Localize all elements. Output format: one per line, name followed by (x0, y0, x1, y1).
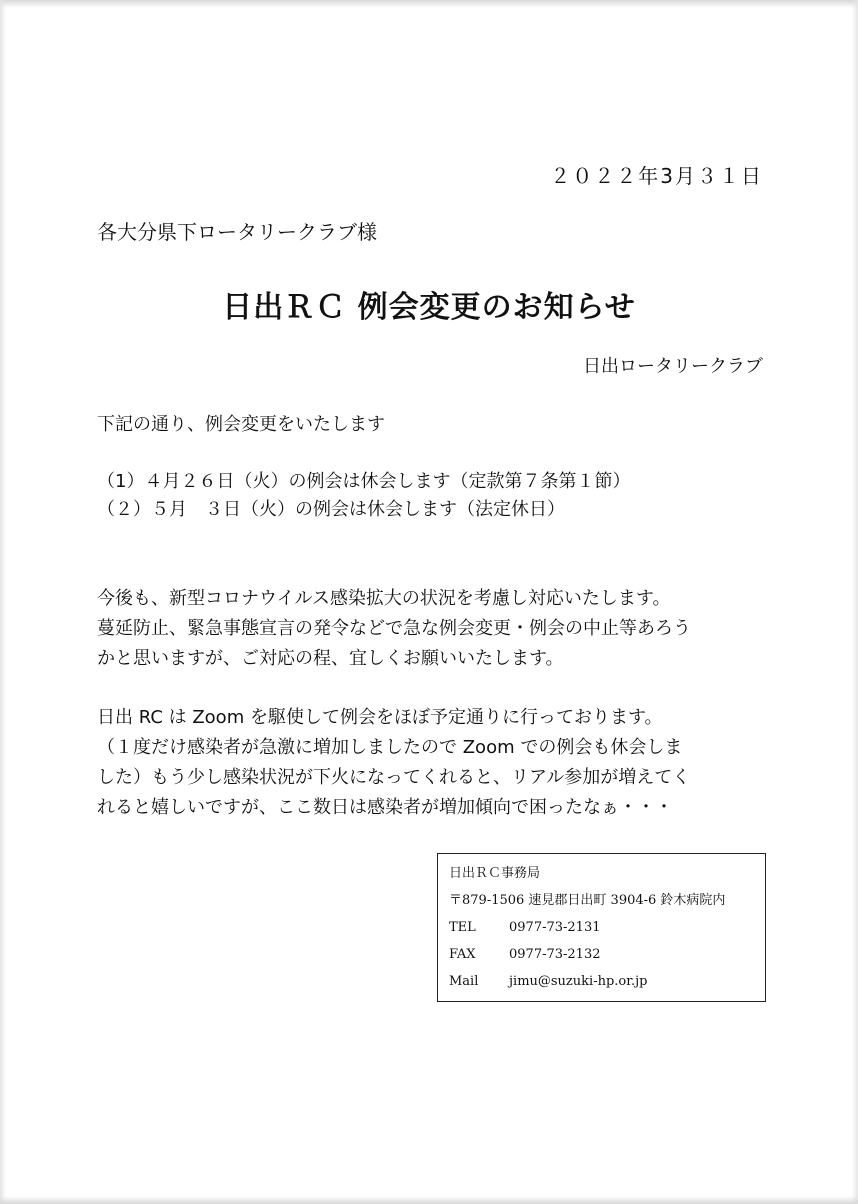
paragraph-line: した）もう少し感染状況が下火になってくれると、リアル参加が増えてく (97, 767, 691, 788)
tel-label: TEL (449, 920, 476, 935)
fax-number: 0977-73-2132 (509, 947, 601, 962)
document-date: ２０２２年3月３１日 (550, 164, 763, 188)
mail-address: jimu@suzuki-hp.or.jp (509, 974, 648, 989)
mail-label: Mail (449, 974, 479, 989)
document-title: 日出ＲＣ 例会変更のお知らせ (222, 290, 636, 325)
intro-text: 下記の通り、例会変更をいたします (97, 414, 385, 435)
paragraph-line: 蔓延防止、緊急事態宣言の発令などで急な例会変更・例会の中止等あろう (97, 618, 691, 639)
contact-info-box (437, 853, 766, 1002)
mail-row (449, 968, 765, 995)
paragraph-line: れると嬉しいですが、ここ数日は感染者が増加傾向で困ったなぁ・・・ (97, 797, 673, 818)
tel-row (449, 914, 765, 941)
recipient-line: 各大分県下ロータリークラブ様 (97, 220, 377, 244)
schedule-change-item: （1）４月２６日（火）の例会は休会します（定款第７条第１節） (97, 471, 631, 492)
paragraph-line: 日出 RC は Zoom を駆使して例会をほぼ予定通りに行っております。 (97, 707, 663, 728)
paragraph-line: （１度だけ感染者が急激に増加しましたので Zoom での例会も休会しま (97, 737, 683, 758)
fax-label: FAX (449, 947, 476, 962)
page-edge-right (852, 0, 858, 1204)
paragraph-line: かと思いますが、ご対応の程、宜しくお願いいたします。 (97, 648, 564, 669)
paragraph-line: 今後も、新型コロナウイルス感染拡大の状況を考慮し対応いたします。 (97, 588, 671, 609)
page-edge-top (0, 0, 858, 8)
page-edge-bottom (0, 1196, 858, 1204)
schedule-change-list (97, 468, 630, 524)
office-name: 日出ＲＣ事務局 (449, 866, 541, 881)
fax-row (449, 941, 765, 968)
notice-paragraph (97, 584, 691, 674)
page-edge-left (0, 0, 6, 1204)
sender-name: 日出ロータリークラブ (583, 356, 763, 377)
zoom-paragraph (97, 703, 690, 823)
office-address: 〒879-1506 速見郡日出町 3904-6 鈴木病院内 (449, 893, 726, 908)
schedule-change-item: （２）５月 ３日（火）の例会は休会します（法定休日） (97, 499, 565, 520)
tel-number: 0977-73-2131 (509, 920, 601, 935)
